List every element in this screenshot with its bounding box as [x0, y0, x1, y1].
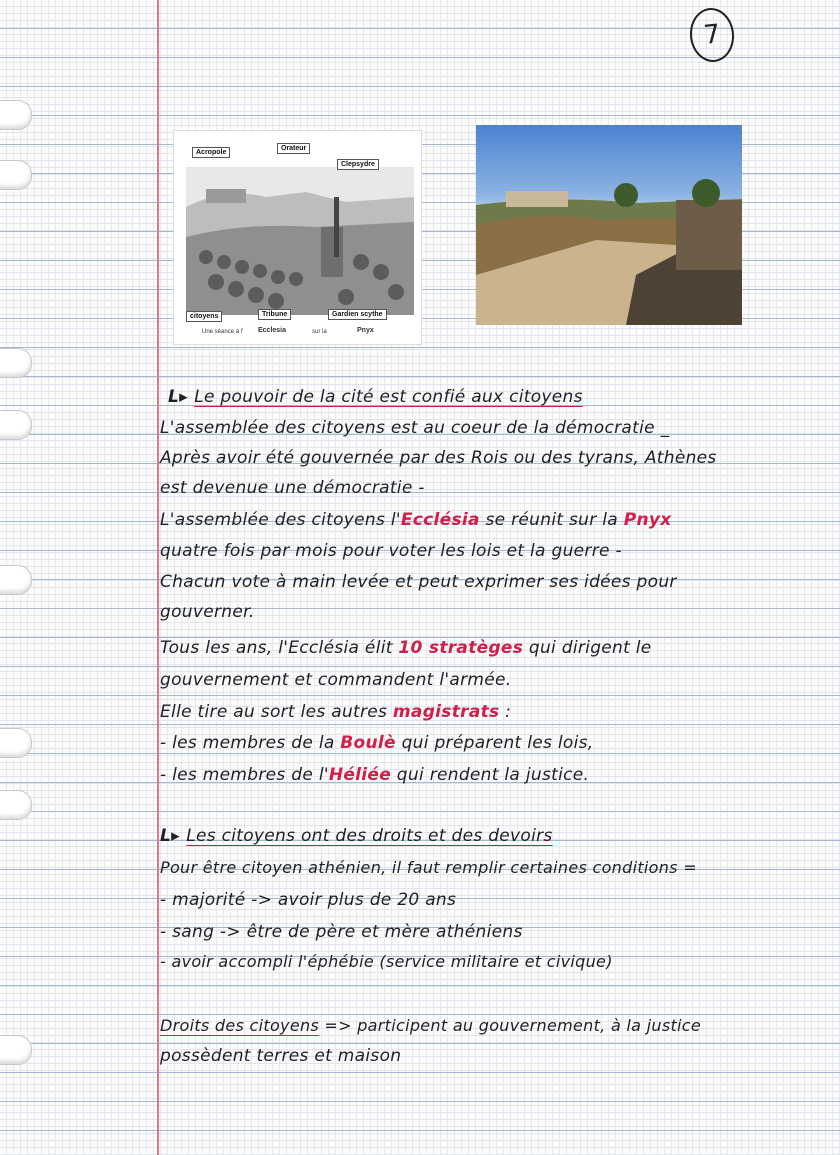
text-segment: :	[499, 702, 512, 722]
text-line: quatre fois par mois pour voter les lois et la guerre -	[160, 541, 622, 561]
binder-hole	[0, 1035, 32, 1065]
ecclesia-line	[160, 510, 672, 530]
caption-middle: sur la	[312, 329, 327, 335]
text-segment: Elle tire au sort les autres	[160, 702, 393, 722]
binder-hole	[0, 410, 32, 440]
caption-pnyx: Pnyx	[357, 327, 374, 334]
condition-item: - avoir accompli l'éphébie (service militaire et civique)	[160, 952, 613, 971]
text-line: Après avoir été gouvernée par des Rois ou des tyrans, Athènes	[160, 448, 717, 468]
keyword-heliee: Héliée	[328, 765, 392, 785]
keyword-boule: Boulè	[340, 733, 396, 753]
text-line: gouvernement et commandent l'armée.	[160, 670, 512, 690]
keyword-ecclesia: Ecclésia	[400, 510, 480, 530]
text-segment: qui dirigent le	[523, 638, 652, 658]
caption-prefix: Une séance à l'	[202, 329, 244, 335]
ecclesia-illustration	[173, 130, 422, 345]
binder-hole	[0, 790, 32, 820]
caption-ecclesia: Ecclesia	[258, 327, 287, 334]
label-clepsydre: Clepsydre	[337, 159, 379, 170]
strateges-line	[160, 638, 652, 658]
keyword-magistrats: magistrats	[392, 702, 500, 722]
text-segment: L'assemblée des citoyens l'	[160, 510, 401, 530]
text-line: possèdent terres et maison	[160, 1046, 402, 1066]
section1-heading: L▸ Le pouvoir de la cité est confié aux citoyens	[168, 387, 583, 407]
text-segment: - les membres de la	[160, 733, 341, 753]
label-orateur: Orateur	[277, 143, 310, 154]
section1-heading-text: Le pouvoir de la cité est confié aux citoyens	[194, 387, 583, 407]
assembly-drawing	[186, 167, 414, 315]
margin-line	[157, 0, 159, 1155]
label-tribune: Tribune	[258, 309, 291, 320]
droits-label: Droits des citoyens	[160, 1016, 320, 1035]
text-line: L'assemblée des citoyens est au coeur de la démocratie _	[160, 418, 670, 438]
condition-item: - sang -> être de père et mère athéniens	[160, 922, 523, 942]
page-number-text: 7	[702, 19, 722, 51]
label-acropole: Acropole	[192, 147, 230, 158]
text-segment: qui préparent les lois,	[395, 733, 594, 753]
text-line: gouverner.	[160, 602, 255, 622]
text-segment: => participent au gouvernement, à la justice	[319, 1016, 702, 1035]
keyword-pnyx: Pnyx	[623, 510, 672, 530]
text-segment: - les membres de l'	[160, 765, 329, 785]
page-number	[687, 6, 736, 64]
binder-hole	[0, 160, 32, 190]
binder-hole	[0, 565, 32, 595]
pnyx-landscape	[476, 125, 742, 325]
text-line: est devenue une démocratie -	[160, 478, 425, 498]
pnyx-photo	[476, 125, 742, 325]
assembly-sketch	[186, 167, 414, 315]
keyword-strateges: 10 stratèges	[398, 638, 524, 658]
binder-hole	[0, 100, 32, 130]
binder-hole	[0, 728, 32, 758]
condition-item: - majorité -> avoir plus de 20 ans	[160, 890, 457, 910]
section2-heading-text: Les citoyens ont des droits et des devoirs	[186, 826, 553, 846]
text-line: Pour être citoyen athénien, il faut remplir certaines conditions =	[160, 858, 697, 877]
label-gardien-scythe: Gardien scythe	[328, 309, 387, 320]
text-segment: Tous les ans, l'Ecclésia élit	[160, 638, 399, 658]
magistrats-line	[160, 702, 511, 722]
boule-line	[160, 733, 593, 753]
label-citoyens: citoyens	[186, 311, 222, 322]
binder-hole	[0, 348, 32, 378]
text-segment: qui rendent la justice.	[391, 765, 590, 785]
text-line: Chacun vote à main levée et peut exprimer ses idées pour	[160, 572, 677, 592]
section2-heading: L▸ Les citoyens ont des droits et des devoirs	[160, 826, 553, 846]
heliee-line	[160, 765, 589, 785]
droits-line	[160, 1016, 701, 1035]
text-segment: se réunit sur la	[479, 510, 624, 530]
